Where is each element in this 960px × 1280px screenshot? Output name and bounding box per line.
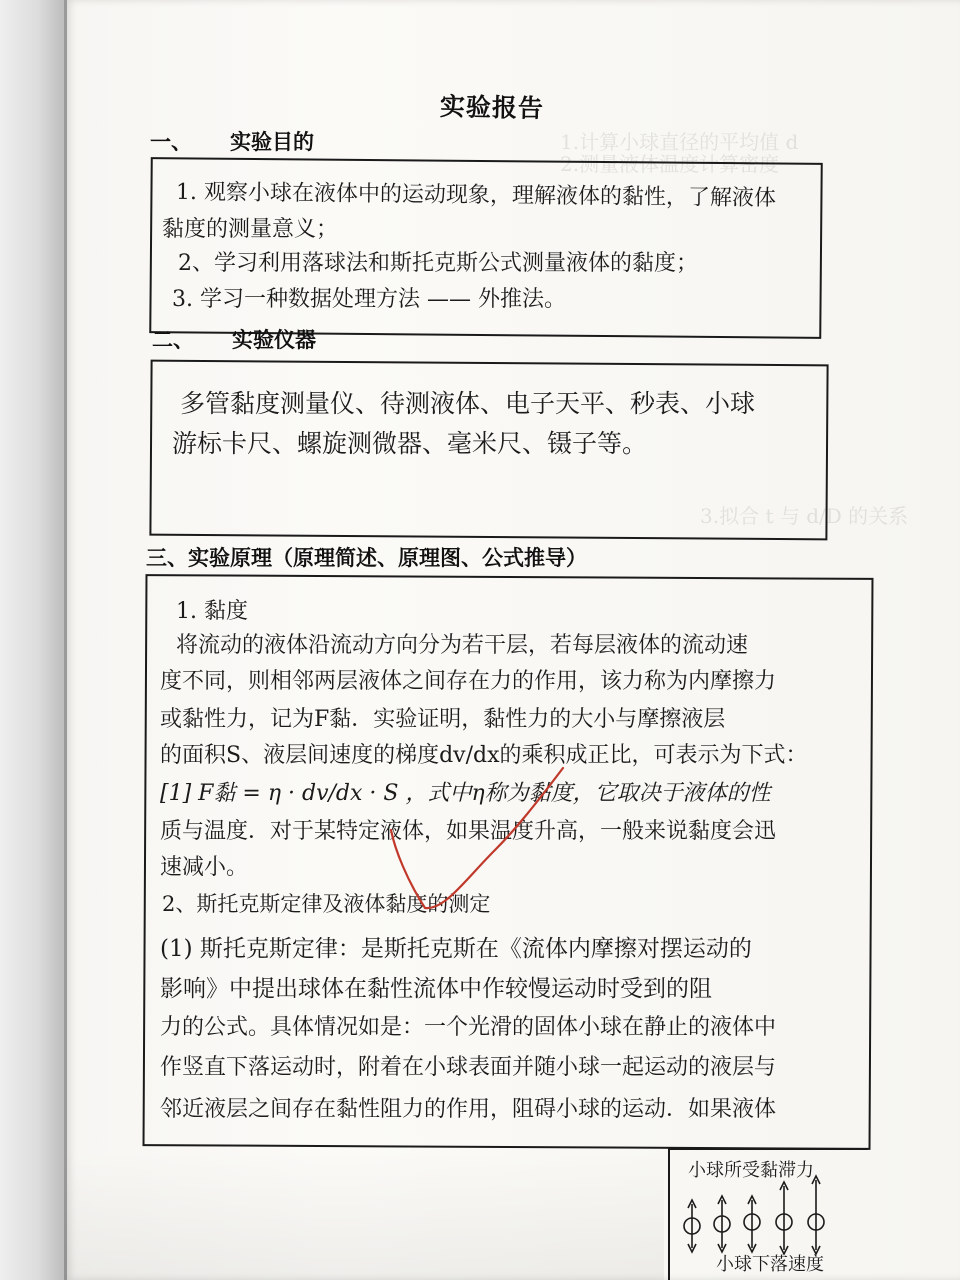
sphere-4 (776, 1182, 792, 1254)
section-number: 三、 (146, 546, 188, 570)
instruments-line: 多管黏度测量仪、待测液体、电子天平、秒表、小球 (180, 389, 756, 418)
principle-line: 的面积S、液层间速度的梯度dv/dx的乘积成正比，可表示为下式： (160, 743, 808, 768)
viscosity-formula-line: [1] F黏 = η · dv/dx · S ，式中η称为黏度，它取决于液体的性 (160, 781, 771, 806)
red-check-mark (385, 760, 575, 920)
sphere-5 (808, 1176, 824, 1254)
purpose-line: 3. 学习一种数据处理方法 —— 外推法。 (172, 287, 566, 312)
section-number: 二、 (152, 328, 194, 352)
principle-line: 质与温度．对于某特定液体，如果温度升高，一般来说黏度会迅 (160, 819, 777, 844)
sphere-1 (684, 1200, 700, 1252)
purpose-line: 黏度的测量意义； (162, 217, 339, 242)
sphere-3 (744, 1196, 760, 1252)
section-heading-instruments (152, 324, 316, 354)
show-through-text: 1.计算小球直径的平均值 d (560, 130, 799, 154)
page-shadow (64, 1150, 664, 1280)
sphere-force-diagram (668, 1148, 868, 1280)
section-title: 实验仪器 (232, 328, 316, 352)
show-through-text: 3.拟合 t 与 d/D 的关系 (700, 504, 909, 528)
diagram-top-label: 小球所受黏滞力 (688, 1160, 814, 1181)
instruments-line: 游标卡尺、螺旋测微器、毫米尺、镊子等。 (172, 429, 648, 458)
purpose-line: 1. 观察小球在液体中的运动现象，理解液体的黏性，了解液体 (175, 179, 777, 212)
section-heading-principle (146, 542, 587, 572)
purpose-line: 2、学习利用落球法和斯托克斯公式测量液体的黏度； (178, 251, 698, 276)
diagram-bottom-label: 小球下落速度 (716, 1254, 824, 1275)
show-through-text: 2.测量液体温度计算密度 (560, 152, 780, 176)
principle-line: 速减小。 (160, 855, 249, 880)
section-title: 实验原理（原理简述、原理图、公式推导） (188, 546, 587, 570)
principle-subheading: 1. 黏度 (176, 599, 248, 624)
principle-line: (1) 斯托克斯定律：是斯托克斯在《流体内摩擦对摆运动的 (160, 936, 752, 962)
section-title: 实验目的 (230, 130, 314, 154)
principle-line: 度不同，则相邻两层液体之间存在力的作用，该力称为内摩擦力 (160, 669, 777, 694)
principle-line: 力的公式。具体情况如是：一个光滑的固体小球在静止的液体中 (160, 1015, 777, 1040)
principle-line: 作竖直下落运动时，附着在小球表面并随小球一起运动的液层与 (160, 1055, 777, 1080)
binding-edge (64, 0, 67, 1280)
principle-line: 或黏性力，记为F黏．实验证明，黏性力的大小与摩擦液层 (160, 707, 726, 732)
section-number: 一、 (150, 130, 192, 154)
principle-line: 将流动的液体沿流动方向分为若干层，若每层液体的流动速 (176, 633, 749, 658)
section-heading-purpose (150, 126, 314, 156)
principle-subheading: 2、斯托克斯定律及液体黏度的测定 (162, 892, 491, 916)
principle-line: 影响》中提出球体在黏性流体中作较慢运动时受到的阻 (160, 976, 712, 1002)
desk-background (0, 0, 64, 1280)
page-title: 实验报告 (439, 91, 545, 124)
sphere-2 (714, 1196, 730, 1252)
principle-line: 邻近液层之间存在黏性阻力的作用，阻碍小球的运动．如果液体 (160, 1097, 777, 1122)
check-stroke (391, 768, 563, 908)
